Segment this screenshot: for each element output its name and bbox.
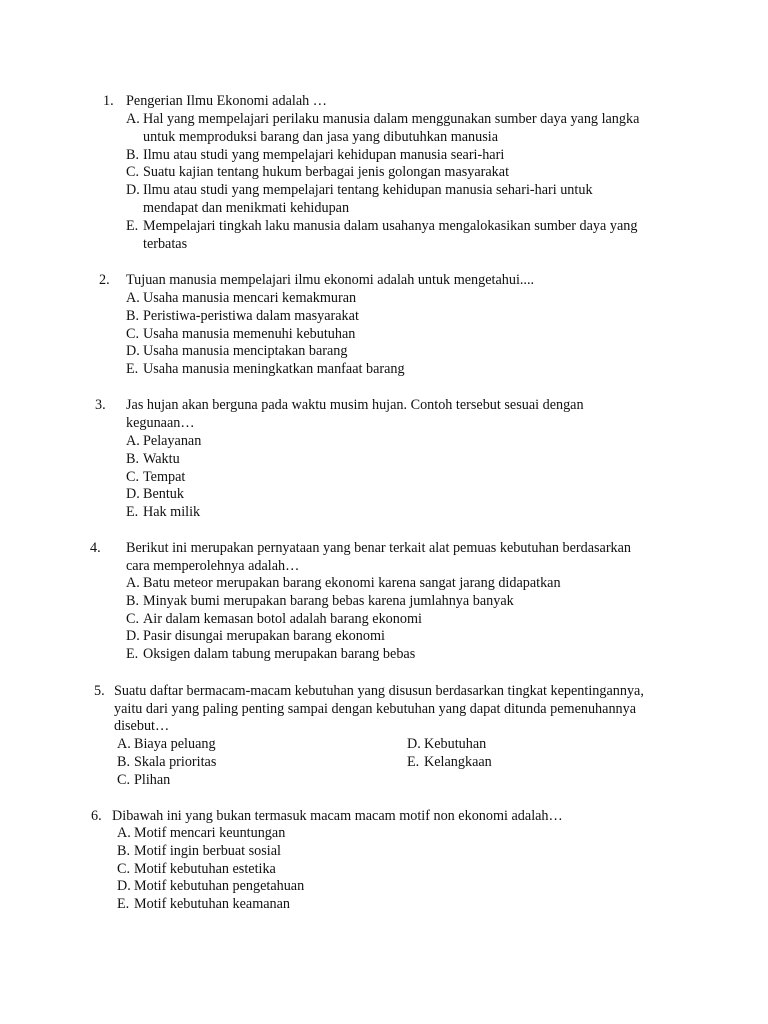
option-text: Hal yang mempelajari perilaku manusia dalam menggunakan sumber daya yang langka [143, 111, 640, 127]
option-letter: C. [117, 771, 131, 788]
option-d-continuation: mendapat dan menikmati kehidupan [143, 199, 350, 216]
question-stem-continuation: cara memperolehnya adalah… [126, 558, 300, 574]
question-stem-continuation: disebut… [114, 718, 170, 734]
option-e-continuation: terbatas [143, 235, 188, 252]
option-b [117, 843, 304, 861]
question-number: 5. [94, 683, 105, 699]
option-letter: A. [126, 290, 140, 306]
option-letter: D. [126, 486, 140, 503]
option-b [126, 147, 639, 165]
option-list [126, 433, 201, 522]
option-a [126, 111, 639, 129]
option-text: Mempelajari tingkah laku manusia dalam usahanya mengalokasikan sumber daya yang [143, 217, 638, 234]
option-e [126, 504, 201, 522]
option-list [126, 575, 561, 664]
option-e [126, 218, 639, 236]
option-letter: E. [126, 646, 139, 663]
option-letter: E. [126, 504, 139, 521]
option-list [126, 111, 639, 253]
option-text: Minyak bumi merupakan barang bebas karena jumlahnya banyak [143, 592, 514, 609]
question-number: 4. [90, 540, 101, 556]
option-a [126, 433, 201, 451]
option-d [126, 628, 561, 646]
option-text: Usaha manusia memenuhi kebutuhan [143, 325, 356, 342]
option-d [126, 182, 639, 200]
option-d [126, 486, 201, 504]
question-number: 1. [103, 93, 114, 109]
question-stem-continuation: kegunaan… [126, 415, 195, 431]
option-a [126, 290, 405, 308]
option-c [126, 326, 405, 344]
option-text: Plihan [134, 771, 171, 788]
question-number: 2. [99, 272, 110, 288]
option-letter: C. [126, 610, 140, 627]
option-letter: C. [117, 860, 131, 877]
option-letter: C. [126, 325, 140, 342]
question-stem: Berikut ini merupakan pernyataan yang benar terkait alat pemuas kebutuhan berdasarkan [126, 540, 632, 556]
option-letter: B. [117, 842, 131, 859]
option-letter: A. [126, 575, 140, 591]
option-text: Kelangkaan [424, 753, 492, 770]
option-text: Pasir disungai merupakan barang ekonomi [143, 628, 385, 645]
option-b [126, 451, 201, 469]
question-stem-continuation: yaitu dari yang paling penting sampai dengan kebutuhan yang dapat ditunda pemenuhannya [114, 701, 637, 717]
option-d [126, 343, 405, 361]
option-text: Ilmu atau studi yang mempelajari kehidupan manusia seari-hari [143, 146, 505, 163]
option-text: Batu meteor merupakan barang ekonomi karena sangat jarang didapatkan [143, 575, 561, 591]
option-text: Air dalam kemasan botol adalah barang ekonomi [143, 610, 422, 627]
option-text: Motif ingin berbuat sosial [134, 842, 281, 859]
option-letter: B. [126, 146, 140, 163]
option-b [117, 754, 216, 772]
question-stem: Pengerian Ilmu Ekonomi adalah … [126, 93, 327, 109]
option-a [117, 825, 304, 843]
option-text: Peristiwa-peristiwa dalam masyarakat [143, 307, 359, 324]
option-column-left [117, 736, 216, 789]
option-letter: C. [126, 468, 140, 485]
option-text: Motif kebutuhan estetika [134, 860, 276, 877]
option-text: Pelayanan [143, 433, 202, 449]
option-text: Motif kebutuhan keamanan [134, 896, 291, 913]
question-stem: Suatu daftar bermacam-macam kebutuhan yang disusun berdasarkan tingkat kepentingannya, [114, 683, 644, 699]
option-letter: D. [117, 878, 131, 895]
option-text: Motif mencari keuntungan [134, 825, 286, 841]
option-letter: A. [117, 736, 131, 752]
question-stem: Jas hujan akan berguna pada waktu musim hujan. Contoh tersebut sesuai dengan [126, 397, 584, 413]
question-number: 6. [91, 808, 102, 824]
option-a [126, 575, 561, 593]
option-letter: E. [126, 217, 139, 234]
option-text: Kebutuhan [424, 736, 487, 752]
option-e [126, 361, 405, 379]
option-letter: E. [126, 361, 139, 378]
option-text: Oksigen dalam tabung merupakan barang bebas [143, 646, 416, 663]
option-text: Suatu kajian tentang hukum berbagai jenis golongan masyarakat [143, 164, 510, 181]
option-letter: E. [407, 753, 420, 770]
option-d [117, 878, 304, 896]
option-text: Tempat [143, 468, 186, 485]
option-text: Biaya peluang [134, 736, 216, 752]
option-c [117, 772, 216, 790]
option-letter: C. [126, 164, 140, 181]
option-text: Waktu [143, 450, 180, 467]
option-text: Usaha manusia mencari kemakmuran [143, 290, 357, 306]
option-letter: D. [126, 628, 140, 645]
option-text: Hak milik [143, 504, 201, 521]
option-letter: D. [126, 343, 140, 360]
option-c [126, 164, 639, 182]
option-list [117, 825, 304, 914]
option-text: Usaha manusia meningkatkan manfaat barang [143, 361, 405, 378]
option-text: Ilmu atau studi yang mempelajari tentang kehidupan manusia sehari-hari untuk [143, 182, 593, 199]
option-letter: A. [126, 111, 140, 127]
option-d [407, 736, 492, 754]
option-c [126, 469, 201, 487]
option-text: Usaha manusia menciptakan barang [143, 343, 348, 360]
option-letter: B. [117, 753, 131, 770]
option-c [126, 611, 561, 629]
option-letter: A. [126, 433, 140, 449]
option-e [126, 646, 561, 664]
option-letter: E. [117, 896, 130, 913]
option-letter: B. [126, 592, 140, 609]
option-letter: B. [126, 450, 140, 467]
option-a-continuation: untuk memproduksi barang dan jasa yang dibutuhkan manusia [143, 128, 499, 145]
option-b [126, 308, 405, 326]
option-text: Skala prioritas [134, 753, 217, 770]
option-letter: A. [117, 825, 131, 841]
option-c [117, 861, 304, 879]
option-b [126, 593, 561, 611]
option-list [126, 290, 405, 379]
option-text: Motif kebutuhan pengetahuan [134, 878, 305, 895]
option-e [407, 754, 492, 772]
option-letter: D. [126, 182, 140, 199]
question-stem: Dibawah ini yang bukan termasuk macam macam motif non ekonomi adalah… [112, 808, 563, 824]
question-number: 3. [95, 397, 106, 413]
question-stem: Tujuan manusia mempelajari ilmu ekonomi adalah untuk mengetahui.... [126, 272, 535, 288]
option-column-right [407, 736, 492, 772]
option-letter: D. [407, 736, 421, 752]
option-e [117, 896, 304, 914]
option-columns [117, 736, 517, 790]
option-a [117, 736, 216, 754]
option-text: Bentuk [143, 486, 184, 503]
option-letter: B. [126, 307, 140, 324]
